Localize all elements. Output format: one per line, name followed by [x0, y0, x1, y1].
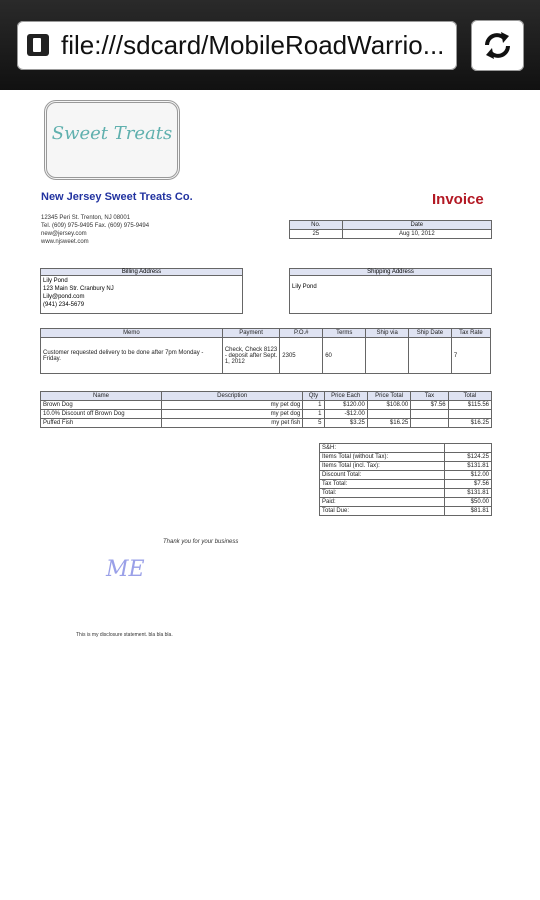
ship-date-cell [409, 338, 452, 374]
totals-table [319, 443, 492, 516]
terms-header: Ship Date [409, 329, 452, 338]
invoice-date-label: Date [342, 221, 491, 230]
totals-label: Tax Total: [320, 480, 445, 489]
invoice-no: 25 [290, 230, 343, 239]
totals-label: Items Total (without Tax): [320, 453, 445, 462]
address-line: Tel. (609) 975-9495 Fax. (609) 975-9494 [41, 223, 150, 229]
shipping-address-title: Shipping Address [290, 269, 491, 276]
totals-label: S&H: [320, 444, 445, 453]
terms-header: Payment [222, 329, 279, 338]
company-address [41, 214, 149, 246]
billing-line: 123 Main Str. Cranbury NJ [43, 286, 114, 292]
billing-line: Lily Pond [43, 278, 68, 284]
terms-header: P.O.# [280, 329, 323, 338]
invoice-no-label: No. [290, 221, 343, 230]
totals-label: Total: [320, 489, 445, 498]
item-qty: 5 [303, 419, 324, 428]
company-logo [44, 100, 180, 180]
item-price-total: $16.25 [367, 419, 410, 428]
invoice-number-table [289, 220, 492, 239]
table-row [41, 410, 492, 419]
refresh-icon [479, 27, 516, 64]
address-line: new@jersey.com [41, 231, 87, 237]
items-header: Price Each [324, 392, 367, 401]
totals-label: Paid: [320, 498, 445, 507]
totals-value: $7.56 [445, 480, 492, 489]
logo-text: Sweet Treats [51, 123, 173, 144]
terms-header: Tax Rate [451, 329, 490, 338]
totals-value: $81.81 [445, 507, 492, 516]
billing-line: Lily@pond.com [43, 294, 85, 300]
item-price-each: $3.25 [324, 419, 367, 428]
disclosure-statement: This is my disclosure statement. bla bla bla. [76, 632, 173, 638]
invoice-document [0, 90, 540, 900]
item-total [448, 410, 491, 419]
memo-cell: Customer requested delivery to be done after 7pm Monday - Friday. [41, 338, 223, 374]
item-name: 10.0% Discount off Brown Dog [41, 410, 162, 419]
payment-cell: Check, Check 8123 - deposit after Sept. 1, 2012 [222, 338, 279, 374]
item-name: Puffed Fish [41, 419, 162, 428]
thank-you-note: Thank you for your business [163, 539, 239, 545]
ship-via-cell [366, 338, 409, 374]
item-price-each: $120.00 [324, 401, 367, 410]
items-table [40, 391, 492, 428]
url-bar[interactable] [17, 21, 457, 70]
items-header: Name [41, 392, 162, 401]
totals-value: $131.81 [445, 462, 492, 471]
browser-toolbar [0, 0, 540, 90]
item-total: $16.25 [448, 419, 491, 428]
refresh-button[interactable] [471, 20, 524, 71]
po-cell: 2305 [280, 338, 323, 374]
item-tax [411, 410, 448, 419]
table-row [41, 419, 492, 428]
terms-header: Terms [323, 329, 366, 338]
item-description: my pet fish [162, 419, 303, 428]
shipping-address-box [289, 268, 492, 314]
tax-rate-cell: 7 [451, 338, 490, 374]
item-tax: $7.56 [411, 401, 448, 410]
items-header: Qty [303, 392, 324, 401]
item-price-total [367, 410, 410, 419]
table-row [41, 401, 492, 410]
terms-table [40, 328, 491, 374]
items-header: Price Total [367, 392, 410, 401]
item-qty: 1 [303, 401, 324, 410]
url-text[interactable]: file:///sdcard/MobileRoadWarrio... [61, 30, 445, 60]
signature: ME [106, 557, 145, 582]
totals-value: $124.25 [445, 453, 492, 462]
billing-line: (941) 234-5679 [43, 302, 85, 308]
totals-label: Total Due: [320, 507, 445, 516]
terms-header: Ship via [366, 329, 409, 338]
totals-value: $50.00 [445, 498, 492, 507]
billing-address-box [40, 268, 243, 314]
items-header: Description [162, 392, 303, 401]
item-name: Brown Dog [41, 401, 162, 410]
totals-label: Items Total (incl. Tax): [320, 462, 445, 471]
terms-header: Memo [41, 329, 223, 338]
items-header: Total [448, 392, 491, 401]
terms-cell: 60 [323, 338, 366, 374]
invoice-date: Aug 10, 2012 [342, 230, 491, 239]
totals-label: Discount Total: [320, 471, 445, 480]
totals-value: $131.81 [445, 489, 492, 498]
billing-address-title: Billing Address [41, 269, 242, 276]
totals-value [445, 444, 492, 453]
item-total: $115.56 [448, 401, 491, 410]
item-description: my pet dog [162, 410, 303, 419]
address-line: 12345 Peri St. Trenton, NJ 08001 [41, 215, 131, 221]
shipping-line: Lily Pond [292, 284, 317, 290]
invoice-title: Invoice [432, 191, 484, 208]
company-name: New Jersey Sweet Treats Co. [41, 191, 193, 203]
item-description: my pet dog [162, 401, 303, 410]
page-icon [27, 34, 49, 56]
items-header: Tax [411, 392, 448, 401]
item-price-each: -$12.00 [324, 410, 367, 419]
item-tax [411, 419, 448, 428]
item-qty: 1 [303, 410, 324, 419]
address-line: www.njsweet.com [41, 239, 89, 245]
item-price-total: $108.00 [367, 401, 410, 410]
totals-value: $12.00 [445, 471, 492, 480]
